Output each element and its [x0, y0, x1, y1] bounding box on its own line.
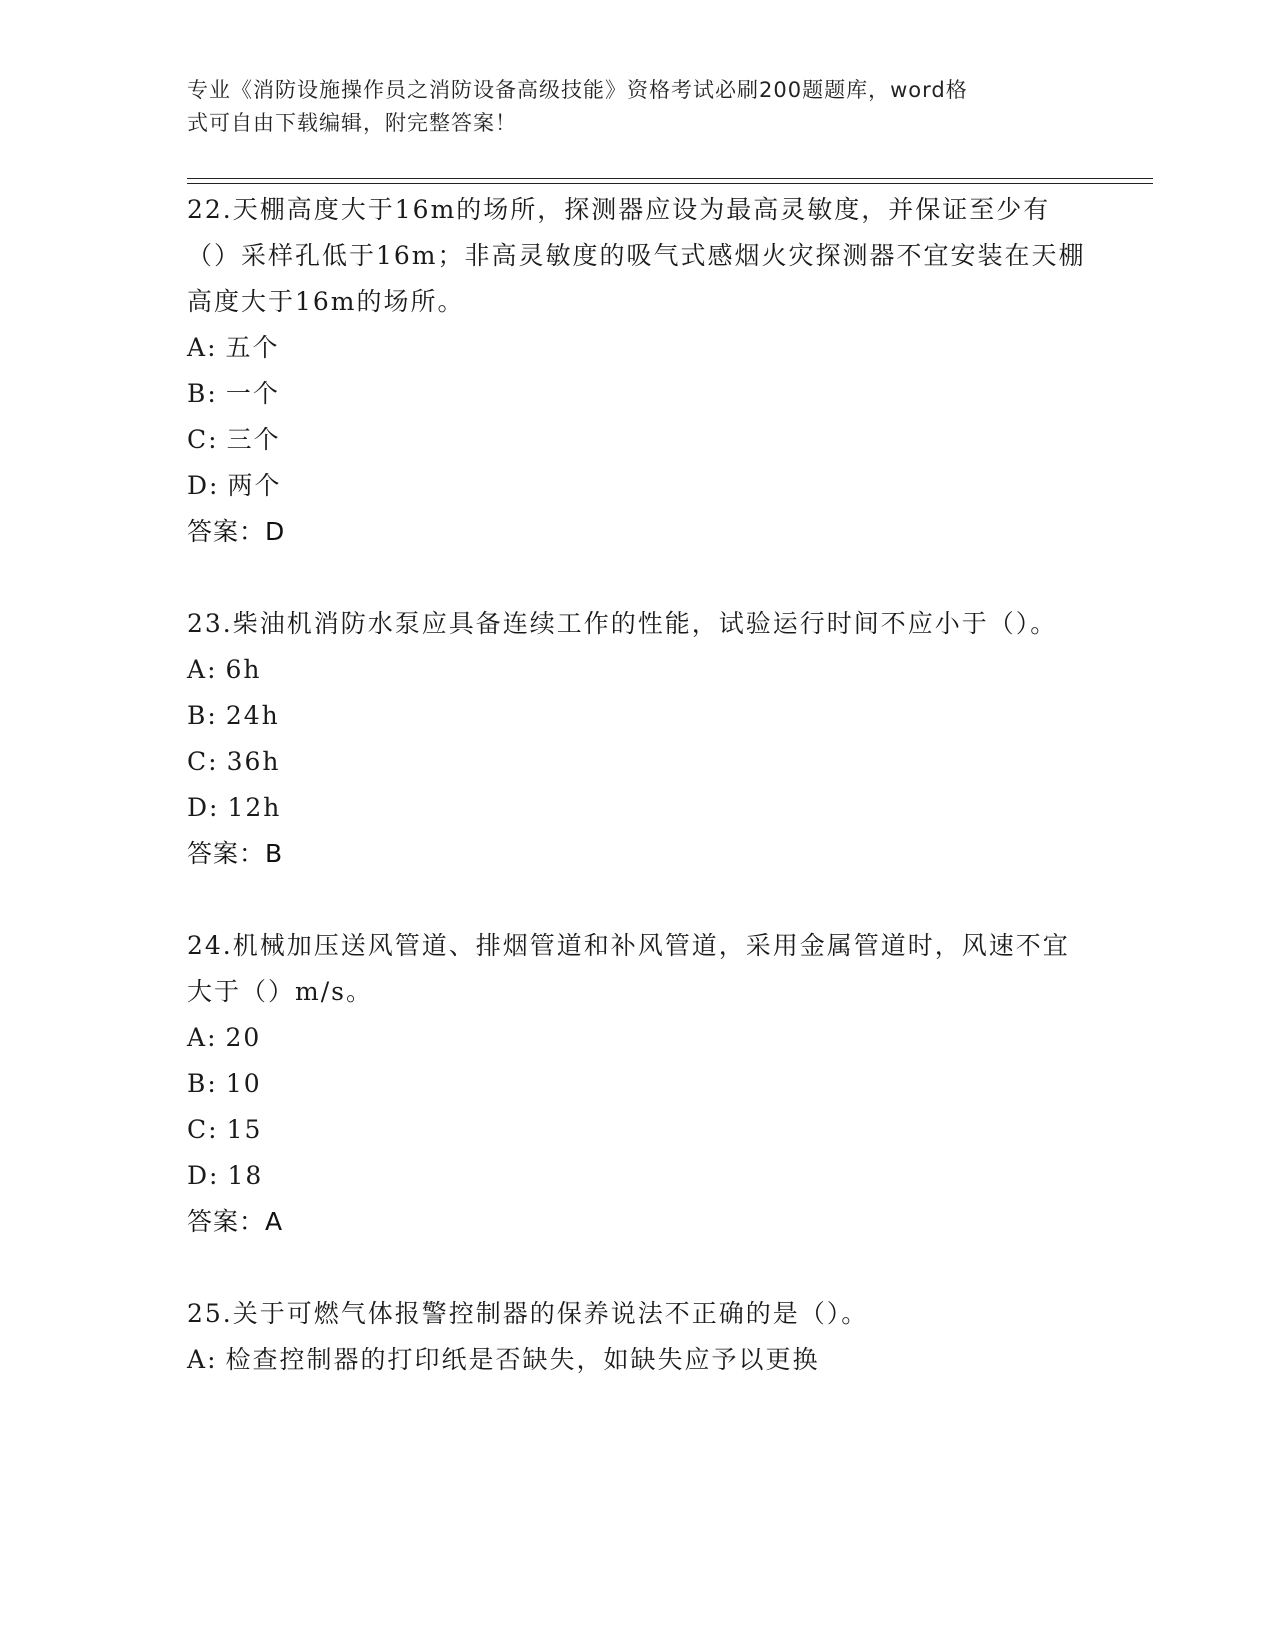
option-text: 五个: [225, 333, 280, 362]
option-letter: C: [187, 1115, 209, 1144]
option-separator: :: [207, 1023, 218, 1052]
option-c: [187, 739, 1087, 785]
question-24: [187, 923, 1087, 1245]
option-c: [187, 417, 1087, 463]
option-text: 24h: [225, 701, 280, 730]
question-25: [187, 1291, 1087, 1383]
question-list: [187, 187, 1087, 1429]
question-stem: 23.柴油机消防水泵应具备连续工作的性能，试验运行时间不应小于（）。: [187, 609, 1058, 638]
option-text: 20: [225, 1023, 262, 1052]
question-23: [187, 601, 1087, 877]
option-a: [187, 1337, 1087, 1383]
option-letter: A: [187, 333, 208, 362]
option-separator: :: [207, 655, 218, 684]
option-letter: C: [187, 425, 209, 454]
option-a: [187, 1015, 1087, 1061]
header-line-2: 式可自由下载编辑，附完整答案！: [187, 111, 517, 135]
option-text: 36h: [226, 747, 281, 776]
option-text: 10: [225, 1069, 262, 1098]
option-d: [187, 463, 1087, 509]
option-text: 两个: [227, 471, 282, 500]
option-separator: :: [209, 793, 220, 822]
option-text: 18: [227, 1161, 264, 1190]
answer-line: 答案：D: [187, 517, 286, 546]
question-stem: 25.关于可燃气体报警控制器的保养说法不正确的是（）。: [187, 1299, 869, 1328]
option-a: [187, 647, 1087, 693]
option-separator: :: [208, 425, 219, 454]
option-text: 15: [226, 1115, 263, 1144]
option-separator: :: [208, 747, 219, 776]
option-separator: :: [207, 1345, 218, 1374]
option-separator: :: [208, 1115, 219, 1144]
option-text: 一个: [225, 379, 280, 408]
option-d: [187, 1153, 1087, 1199]
option-text: 三个: [226, 425, 281, 454]
option-separator: :: [207, 379, 218, 408]
question-22: [187, 187, 1087, 555]
answer-line: 答案：A: [187, 1207, 284, 1236]
option-letter: B: [187, 1069, 208, 1098]
option-letter: D: [187, 1161, 210, 1190]
option-letter: B: [187, 379, 208, 408]
header-line-1: 专业《消防设施操作员之消防设备高级技能》资格考试必刷200题题库，word格: [187, 78, 968, 102]
option-letter: A: [187, 655, 208, 684]
option-b: [187, 693, 1087, 739]
option-letter: B: [187, 701, 208, 730]
option-b: [187, 371, 1087, 417]
option-a: [187, 325, 1087, 371]
option-b: [187, 1061, 1087, 1107]
option-text: 6h: [225, 655, 262, 684]
question-stem: 22.天棚高度大于16m的场所，探测器应设为最高灵敏度，并保证至少有（）采样孔低于16m；非高灵敏度的吸气式感烟火灾探测器不宜安装在天棚高度大于16m的场所。: [187, 195, 1086, 316]
option-letter: D: [187, 793, 210, 822]
header-divider-top: [187, 178, 1153, 179]
option-text: 12h: [227, 793, 282, 822]
option-separator: :: [207, 1069, 218, 1098]
document-header: [187, 74, 1087, 140]
option-d: [187, 785, 1087, 831]
header-divider-bottom: [187, 183, 1153, 184]
option-letter: A: [187, 1023, 208, 1052]
question-stem: 24.机械加压送风管道、排烟管道和补风管道，采用金属管道时，风速不宜大于（）m/s。: [187, 931, 1070, 1006]
option-separator: :: [209, 1161, 220, 1190]
option-separator: :: [207, 333, 218, 362]
option-text: 检查控制器的打印纸是否缺失，如缺失应予以更换: [225, 1345, 820, 1374]
option-letter: C: [187, 747, 209, 776]
option-separator: :: [207, 701, 218, 730]
answer-line: 答案：B: [187, 839, 284, 868]
option-letter: A: [187, 1345, 208, 1374]
option-letter: D: [187, 471, 210, 500]
option-separator: :: [209, 471, 220, 500]
option-c: [187, 1107, 1087, 1153]
